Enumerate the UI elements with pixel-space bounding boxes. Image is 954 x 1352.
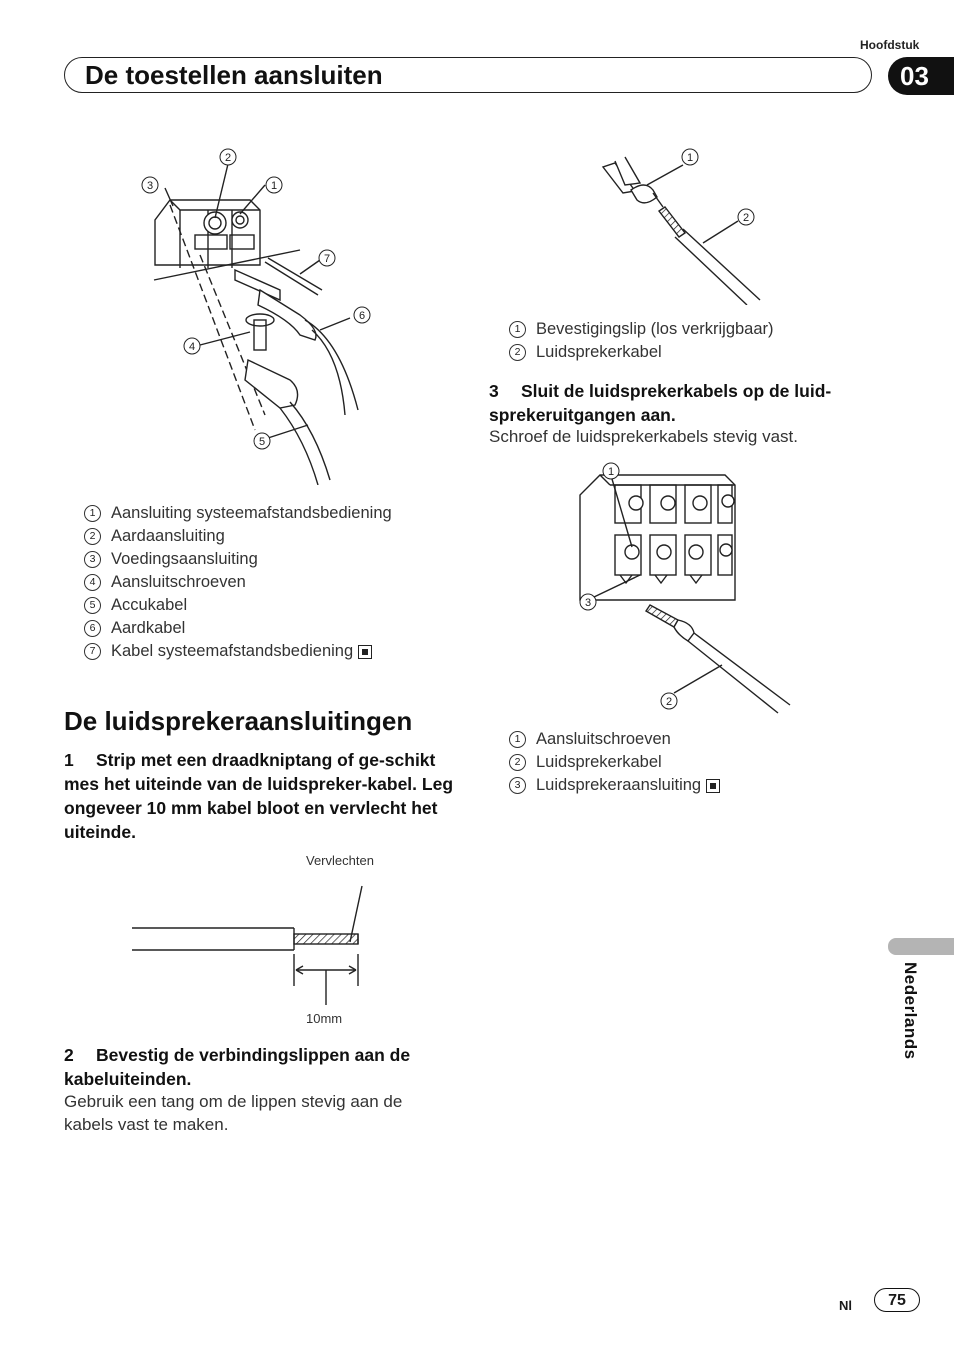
callout-2 — [738, 209, 754, 225]
legend-item: 2 Luidsprekerkabel — [509, 341, 774, 364]
svg-text:1: 1 — [607, 466, 615, 478]
svg-text:6: 6 — [358, 310, 366, 322]
figure3-legend — [509, 728, 720, 797]
length-label: 10mm — [306, 1011, 343, 1026]
legend-item: 6 Aardkabel — [84, 617, 392, 640]
svg-text:5: 5 — [258, 436, 266, 448]
chapter-label: Hoofdstuk — [860, 38, 920, 52]
callout-1 — [682, 149, 698, 165]
callout-2 — [661, 693, 677, 709]
svg-text:2: 2 — [665, 696, 673, 708]
svg-text:1: 1 — [686, 152, 694, 164]
figure1-legend — [84, 502, 392, 663]
callout-1 — [603, 463, 619, 479]
figure2-legend — [509, 318, 774, 364]
step-1: 1 Strip met een draadkniptang of ge-schikt mes het uiteinde van de luidspreker-kabel. Leg ongeveer 10 mm kabel bloot en vervlecht het uiteinde. — [64, 750, 454, 842]
step-2-body: Gebruik een tang om de lippen stevig aan de kabels vast te maken. — [64, 1092, 403, 1134]
legend-item: 2 Luidsprekerkabel — [509, 751, 720, 774]
legend-item: 3 Voedingsaansluiting — [84, 548, 392, 571]
step-2: 2 Bevestig de verbindingslippen aan de kabeluiteinden. — [64, 1045, 411, 1089]
svg-text:2: 2 — [224, 152, 232, 164]
legend-item: 1 Bevestigingslip (los verkrijgbaar) — [509, 318, 774, 341]
language-code: Nl — [839, 1298, 852, 1313]
callout-3 — [142, 177, 158, 193]
step-3: 3 Sluit de luidsprekerkabels op de luid-sprekeruitgangen aan. — [489, 381, 832, 425]
figure-power-terminal — [140, 140, 380, 485]
legend-item: 3 Luidsprekeraansluiting — [509, 774, 720, 797]
svg-text:3: 3 — [146, 180, 154, 192]
callout-3 — [580, 594, 596, 610]
legend-item: 1 Aansluiting systeemafstandsbediening — [84, 502, 392, 525]
legend-item: 1 Aansluitschroeven — [509, 728, 720, 751]
svg-text:7: 7 — [323, 253, 331, 265]
legend-item: 2 Aardaansluiting — [84, 525, 392, 548]
svg-text:2: 2 — [742, 212, 750, 224]
language-label: Nederlands — [901, 962, 920, 1060]
step-3-body: Schroef de luidsprekerkabels stevig vast. — [489, 427, 798, 446]
legend-item: 7 Kabel systeemafstandsbediening — [84, 640, 392, 663]
section-end-icon — [706, 779, 720, 793]
page-number: 75 — [874, 1288, 920, 1312]
twist-label: Vervlechten — [306, 853, 374, 868]
figure-lug — [595, 145, 775, 305]
strip-diagram — [128, 850, 388, 1030]
section-end-icon — [358, 645, 372, 659]
language-tab — [888, 938, 954, 955]
callout-5 — [254, 433, 270, 449]
svg-text:3: 3 — [584, 597, 592, 609]
callout-2 — [220, 149, 236, 165]
page-title: De toestellen aansluiten — [85, 60, 383, 90]
figure-speaker-terminal — [570, 455, 800, 715]
svg-text:4: 4 — [188, 341, 196, 353]
callout-7 — [319, 250, 335, 266]
svg-text:1: 1 — [270, 180, 278, 192]
callout-6 — [354, 307, 370, 323]
callout-4 — [184, 338, 200, 354]
chapter-number-badge: 03 — [888, 57, 954, 95]
legend-item: 5 Accukabel — [84, 594, 392, 617]
legend-item: 4 Aansluitschroeven — [84, 571, 392, 594]
callout-1 — [266, 177, 282, 193]
section-heading: De luidsprekeraansluitingen — [64, 706, 413, 736]
